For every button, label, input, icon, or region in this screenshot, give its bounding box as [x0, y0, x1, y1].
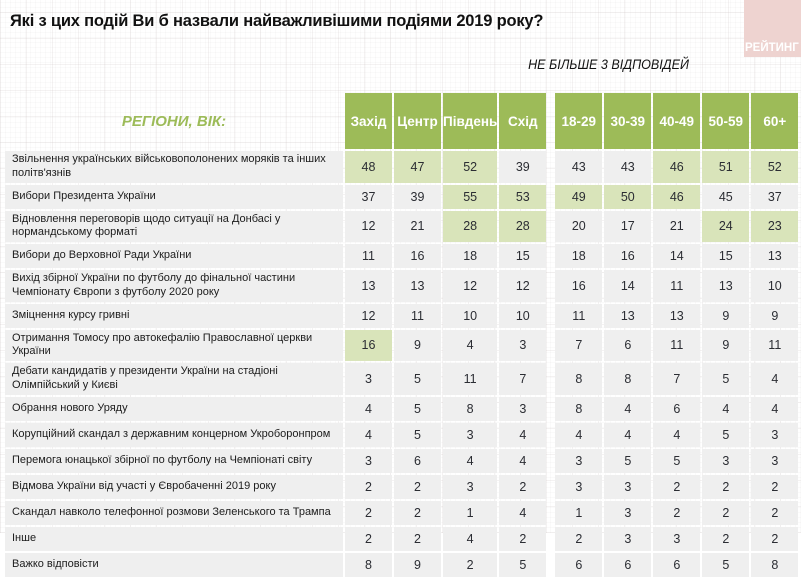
row-label: Відновлення переговорів щодо ситуації на Донбасі у нормандському форматі [5, 211, 343, 243]
value-cell: 7 [499, 363, 546, 395]
value-cell: 5 [394, 397, 441, 421]
value-cell: 7 [555, 330, 602, 362]
value-cell: 10 [499, 304, 546, 328]
value-cell: 6 [653, 553, 700, 577]
value-cell: 13 [604, 304, 651, 328]
value-cell: 50 [604, 185, 651, 209]
row-label: Вибори Президента України [5, 185, 343, 209]
value-cell: 39 [499, 151, 546, 183]
column-header-захід: Захід [345, 93, 392, 149]
row-label: Дебати кандидатів у президенти України на стадіоні Олімпійський у Києві [5, 363, 343, 395]
column-group-gap [548, 423, 553, 447]
value-cell: 11 [653, 270, 700, 302]
value-cell: 23 [751, 211, 798, 243]
value-cell: 28 [443, 211, 497, 243]
row-label: Зміцнення курсу гривні [5, 304, 343, 328]
value-cell: 4 [604, 423, 651, 447]
table-row [5, 449, 798, 473]
table-row [5, 553, 798, 577]
column-header-50-59: 50-59 [702, 93, 749, 149]
rating-group-logo [744, 0, 801, 57]
value-cell: 16 [555, 270, 602, 302]
value-cell: 21 [394, 211, 441, 243]
value-cell: 9 [702, 304, 749, 328]
value-cell: 14 [604, 270, 651, 302]
value-cell: 12 [443, 270, 497, 302]
value-cell: 17 [604, 211, 651, 243]
value-cell: 2 [345, 475, 392, 499]
column-group-gap [548, 330, 553, 362]
value-cell: 9 [394, 330, 441, 362]
value-cell: 45 [702, 185, 749, 209]
answer-limit-note: НЕ БІЛЬШЕ 3 ВІДПОВІДЕЙ [528, 57, 689, 72]
column-group-gap [548, 363, 553, 395]
value-cell: 8 [555, 397, 602, 421]
column-group-gap [548, 244, 553, 268]
value-cell: 5 [394, 363, 441, 395]
value-cell: 52 [443, 151, 497, 183]
value-cell: 9 [751, 304, 798, 328]
table-header-row [5, 93, 798, 149]
page-title: Які з цих подій Ви б назвали найважливішими подіями 2019 року? [10, 12, 544, 30]
value-cell: 3 [604, 501, 651, 525]
value-cell: 13 [345, 270, 392, 302]
table-row [5, 185, 798, 209]
value-cell: 46 [653, 185, 700, 209]
value-cell: 5 [604, 449, 651, 473]
value-cell: 3 [604, 475, 651, 499]
row-label: Вихід збірної України по футболу до фінальної частини Чемпіонату Європи з футболу 2020 року [5, 270, 343, 302]
table-row [5, 527, 798, 551]
value-cell: 4 [702, 397, 749, 421]
survey-results-table [3, 91, 800, 579]
column-group-gap [548, 527, 553, 551]
table-row [5, 363, 798, 395]
column-group-gap [548, 553, 553, 577]
value-cell: 4 [499, 449, 546, 473]
value-cell: 10 [751, 270, 798, 302]
value-cell: 52 [751, 151, 798, 183]
column-group-gap [548, 185, 553, 209]
value-cell: 3 [443, 423, 497, 447]
value-cell: 16 [345, 330, 392, 362]
value-cell: 2 [394, 527, 441, 551]
value-cell: 4 [604, 397, 651, 421]
value-cell: 3 [499, 397, 546, 421]
row-label: Вибори до Верховної Ради України [5, 244, 343, 268]
value-cell: 2 [702, 501, 749, 525]
value-cell: 18 [443, 244, 497, 268]
value-cell: 16 [394, 244, 441, 268]
value-cell: 15 [499, 244, 546, 268]
column-group-gap [548, 270, 553, 302]
value-cell: 4 [345, 397, 392, 421]
row-label: Важко відповісти [5, 553, 343, 577]
value-cell: 2 [394, 501, 441, 525]
value-cell: 11 [443, 363, 497, 395]
column-header-центр: Центр [394, 93, 441, 149]
value-cell: 3 [653, 527, 700, 551]
value-cell: 5 [702, 423, 749, 447]
value-cell: 2 [499, 527, 546, 551]
value-cell: 3 [499, 330, 546, 362]
value-cell: 8 [345, 553, 392, 577]
value-cell: 2 [394, 475, 441, 499]
value-cell: 2 [751, 501, 798, 525]
value-cell: 16 [604, 244, 651, 268]
value-cell: 4 [751, 397, 798, 421]
value-cell: 6 [604, 553, 651, 577]
value-cell: 13 [751, 244, 798, 268]
value-cell: 4 [499, 501, 546, 525]
value-cell: 5 [702, 553, 749, 577]
row-label: Перемога юнацької збірної по футболу на Чемпіонаті світу [5, 449, 343, 473]
row-label: Корупційний скандал з державним концерном Укроборонпром [5, 423, 343, 447]
value-cell: 10 [443, 304, 497, 328]
table-row [5, 244, 798, 268]
column-header-30-39: 30-39 [604, 93, 651, 149]
value-cell: 4 [751, 363, 798, 395]
value-cell: 4 [443, 527, 497, 551]
value-cell: 3 [751, 423, 798, 447]
value-cell: 9 [394, 553, 441, 577]
value-cell: 12 [499, 270, 546, 302]
table-row [5, 211, 798, 243]
row-label: Отримання Томосу про автокефалію Православної церкви України [5, 330, 343, 362]
value-cell: 4 [499, 423, 546, 447]
value-cell: 55 [443, 185, 497, 209]
value-cell: 4 [653, 423, 700, 447]
value-cell: 6 [653, 397, 700, 421]
rating-logo-label: РЕЙТИНГ [745, 42, 799, 54]
column-group-gap [548, 304, 553, 328]
value-cell: 2 [653, 501, 700, 525]
value-cell: 8 [751, 553, 798, 577]
value-cell: 8 [604, 363, 651, 395]
row-label: Інше [5, 527, 343, 551]
value-cell: 4 [555, 423, 602, 447]
value-cell: 8 [555, 363, 602, 395]
column-group-gap [548, 211, 553, 243]
value-cell: 7 [653, 363, 700, 395]
column-header-18-29: 18-29 [555, 93, 602, 149]
value-cell: 3 [345, 363, 392, 395]
value-cell: 2 [443, 553, 497, 577]
value-cell: 13 [653, 304, 700, 328]
column-header-40-49: 40-49 [653, 93, 700, 149]
value-cell: 46 [653, 151, 700, 183]
value-cell: 2 [751, 527, 798, 551]
table-row [5, 397, 798, 421]
value-cell: 3 [751, 449, 798, 473]
value-cell: 2 [653, 475, 700, 499]
value-cell: 2 [702, 475, 749, 499]
row-label: Відмова України від участі у Євробаченні 2019 року [5, 475, 343, 499]
value-cell: 8 [443, 397, 497, 421]
value-cell: 51 [702, 151, 749, 183]
row-label: Звільнення українських військовополонених моряків та інших політв'язнів [5, 151, 343, 183]
value-cell: 6 [555, 553, 602, 577]
value-cell: 12 [345, 304, 392, 328]
value-cell: 2 [499, 475, 546, 499]
column-group-gap [548, 93, 553, 149]
value-cell: 47 [394, 151, 441, 183]
table-row [5, 423, 798, 447]
value-cell: 5 [394, 423, 441, 447]
value-cell: 6 [604, 330, 651, 362]
value-cell: 2 [345, 501, 392, 525]
value-cell: 11 [555, 304, 602, 328]
value-cell: 4 [443, 330, 497, 362]
value-cell: 5 [702, 363, 749, 395]
table-row [5, 304, 798, 328]
value-cell: 5 [499, 553, 546, 577]
value-cell: 13 [394, 270, 441, 302]
value-cell: 6 [394, 449, 441, 473]
value-cell: 4 [443, 449, 497, 473]
value-cell: 24 [702, 211, 749, 243]
value-cell: 2 [751, 475, 798, 499]
value-cell: 18 [555, 244, 602, 268]
value-cell: 1 [443, 501, 497, 525]
value-cell: 11 [394, 304, 441, 328]
value-cell: 3 [345, 449, 392, 473]
value-cell: 3 [555, 475, 602, 499]
table-row [5, 151, 798, 183]
value-cell: 1 [555, 501, 602, 525]
value-cell: 48 [345, 151, 392, 183]
value-cell: 3 [443, 475, 497, 499]
table-row [5, 270, 798, 302]
value-cell: 43 [604, 151, 651, 183]
value-cell: 11 [345, 244, 392, 268]
value-cell: 3 [604, 527, 651, 551]
column-group-gap [548, 151, 553, 183]
value-cell: 37 [345, 185, 392, 209]
value-cell: 28 [499, 211, 546, 243]
value-cell: 43 [555, 151, 602, 183]
value-cell: 11 [751, 330, 798, 362]
table-row [5, 330, 798, 362]
value-cell: 2 [702, 527, 749, 551]
row-label: Скандал навколо телефонної розмови Зеленського та Трампа [5, 501, 343, 525]
value-cell: 4 [345, 423, 392, 447]
value-cell: 13 [702, 270, 749, 302]
value-cell: 2 [345, 527, 392, 551]
value-cell: 11 [653, 330, 700, 362]
value-cell: 12 [345, 211, 392, 243]
column-group-gap [548, 449, 553, 473]
value-cell: 3 [555, 449, 602, 473]
value-cell: 39 [394, 185, 441, 209]
value-cell: 5 [653, 449, 700, 473]
value-cell: 37 [751, 185, 798, 209]
column-header-південь: Південь [443, 93, 497, 149]
value-cell: 14 [653, 244, 700, 268]
value-cell: 3 [702, 449, 749, 473]
table-row [5, 475, 798, 499]
table-row [5, 501, 798, 525]
column-header-схід: Схід [499, 93, 546, 149]
value-cell: 53 [499, 185, 546, 209]
value-cell: 49 [555, 185, 602, 209]
column-group-gap [548, 475, 553, 499]
value-cell: 9 [702, 330, 749, 362]
value-cell: 20 [555, 211, 602, 243]
table-corner-label: РЕГІОНИ, ВІК: [121, 112, 227, 130]
value-cell: 15 [702, 244, 749, 268]
row-label: Обрання нового Уряду [5, 397, 343, 421]
column-header-60+: 60+ [751, 93, 798, 149]
column-group-gap [548, 501, 553, 525]
column-group-gap [548, 397, 553, 421]
value-cell: 2 [555, 527, 602, 551]
value-cell: 21 [653, 211, 700, 243]
